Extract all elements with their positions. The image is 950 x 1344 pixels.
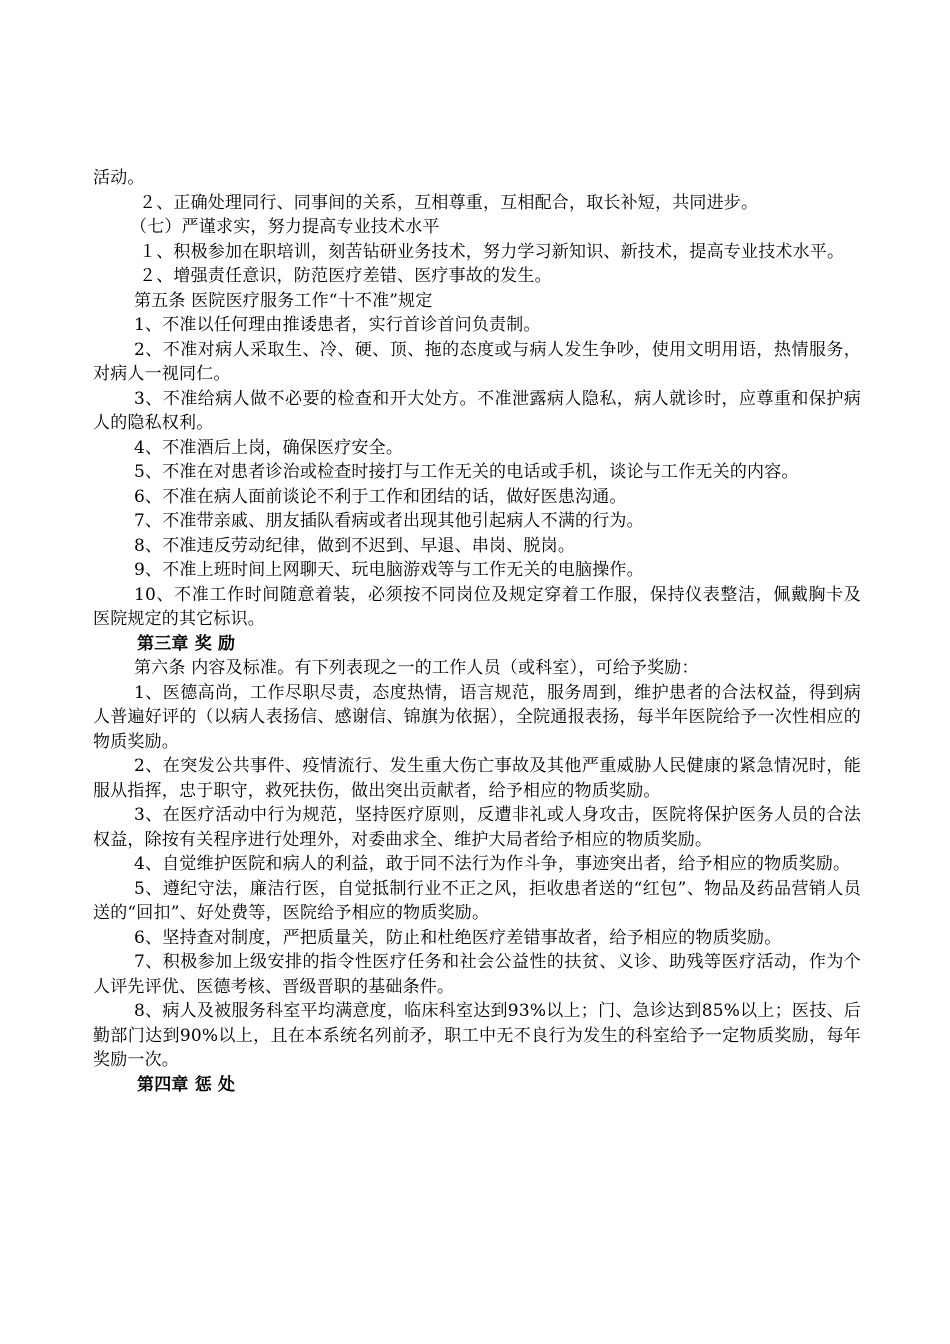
list-item: 7、积极参加上级安排的指令性医疗任务和社会公益性的扶贫、义诊、助残等医疗活动，作为个人评先评优、医德考核、晋级晋职的基础条件。 [93, 952, 861, 997]
list-item: 8、不准违反劳动纪律，做到不迟到、早退、串岗、脱岗。 [134, 535, 576, 556]
article-title: 第五条 医院医疗服务工作“十不准”规定 [134, 290, 433, 311]
list-item: 3、在医疗活动中行为规范，坚持医疗原则，反遭非礼或人身攻击，医院将保护医务人员的合法权益，除按有关程序进行处理外，对委曲求全、维护大局者给予相应的物质奖励。 [93, 805, 861, 850]
list-item: 6、坚持查对制度，严把质量关，防止和杜绝医疗差错事故者，给予相应的物质奖励。 [134, 927, 782, 948]
list-item: 4、自觉维护医院和病人的利益，敢于同不法行为作斗争，事迹突出者，给予相应的物质奖励。 [134, 854, 851, 874]
document-body [93, 166, 861, 1097]
list-item: 10、不准工作时间随意着装，必须按不同岗位及规定穿着工作服，保持仪表整洁，佩戴胸卡及医院规定的其它标识。 [93, 584, 861, 629]
list-item: 9、不准上班时间上网聊天、玩电脑游戏等与工作无关的电脑操作。 [134, 560, 644, 580]
list-item: 4、不准酒后上岗，确保医疗安全。 [134, 437, 404, 458]
list-item: 2、在突发公共事件、疫情流行、发生重大伤亡事故及其他严重威胁人民健康的紧急情况时，能服从指挥，忠于职守，救死扶伤，做出突出贡献者，给予相应的物质奖励。 [93, 756, 861, 801]
list-item: 3、不准给病人做不必要的检查和开大处方。不准泄露病人隐私，病人就诊时，应尊重和保护病人的隐私权利。 [93, 388, 861, 433]
list-item: 1、不准以任何理由推诿患者，实行首诊首问负责制。 [134, 315, 541, 335]
list-item: 7、不准带亲戚、朋友插队看病或者出现其他引起病人不满的行为。 [134, 511, 644, 531]
list-item: 2、不准对病人采取生、冷、硬、顶、拖的态度或与病人发生争吵，使用文明用语，热情服务，对病人一视同仁。 [93, 339, 861, 384]
chapter-heading: 第四章 惩 处 [137, 1074, 236, 1095]
list-item: 5、遵纪守法，廉洁行医，自觉抵制行业不正之风，拒收患者送的“红包”、物品及药品营销人员送的“回扣”、好处费等，医院给予相应的物质奖励。 [93, 878, 861, 923]
section-heading: （七）严谨求实，努力提高专业技术水平 [130, 217, 440, 237]
list-item: 5、不准在对患者诊治或检查时接打与工作无关的电话或手机，谈论与工作无关的内容。 [134, 462, 799, 482]
paragraph: 活动。 [93, 168, 145, 188]
list-item: 8、病人及被服务科室平均满意度，临床科室达到93%以上；门、急诊达到85%以上；医技、后勤部门达到90%以上，且在本系统名列前矛，职工中无不良行为发生的科室给予一定物质奖励，每年奖励一次。 [93, 1001, 861, 1070]
paragraph: ２、正确处理同行、同事间的关系，互相尊重，互相配合，取长补短，共同进步。 [139, 192, 759, 213]
article-title: 第六条 内容及标准。有下列表现之一的工作人员（或科室），可给予奖励： [134, 658, 699, 678]
paragraph: １、积极参加在职培训，刻苦钻研业务技术，努力学习新知识、新技术，提高专业技术水平。 [139, 241, 845, 262]
list-item: 6、不准在病人面前谈论不利于工作和团结的话，做好医患沟通。 [134, 486, 627, 507]
list-item: 1、医德高尚，工作尽职尽责，态度热情，语言规范，服务周到，维护患者的合法权益，得到病人普遍好评的（以病人表扬信、感谢信、锦旗为依据），全院通报表扬，每半年医院给予一次性相应的物质奖励。 [93, 682, 861, 752]
chapter-heading: 第三章 奖 励 [137, 633, 236, 654]
paragraph: ２、增强责任意识，防范医疗差错、医疗事故的发生。 [139, 266, 552, 286]
